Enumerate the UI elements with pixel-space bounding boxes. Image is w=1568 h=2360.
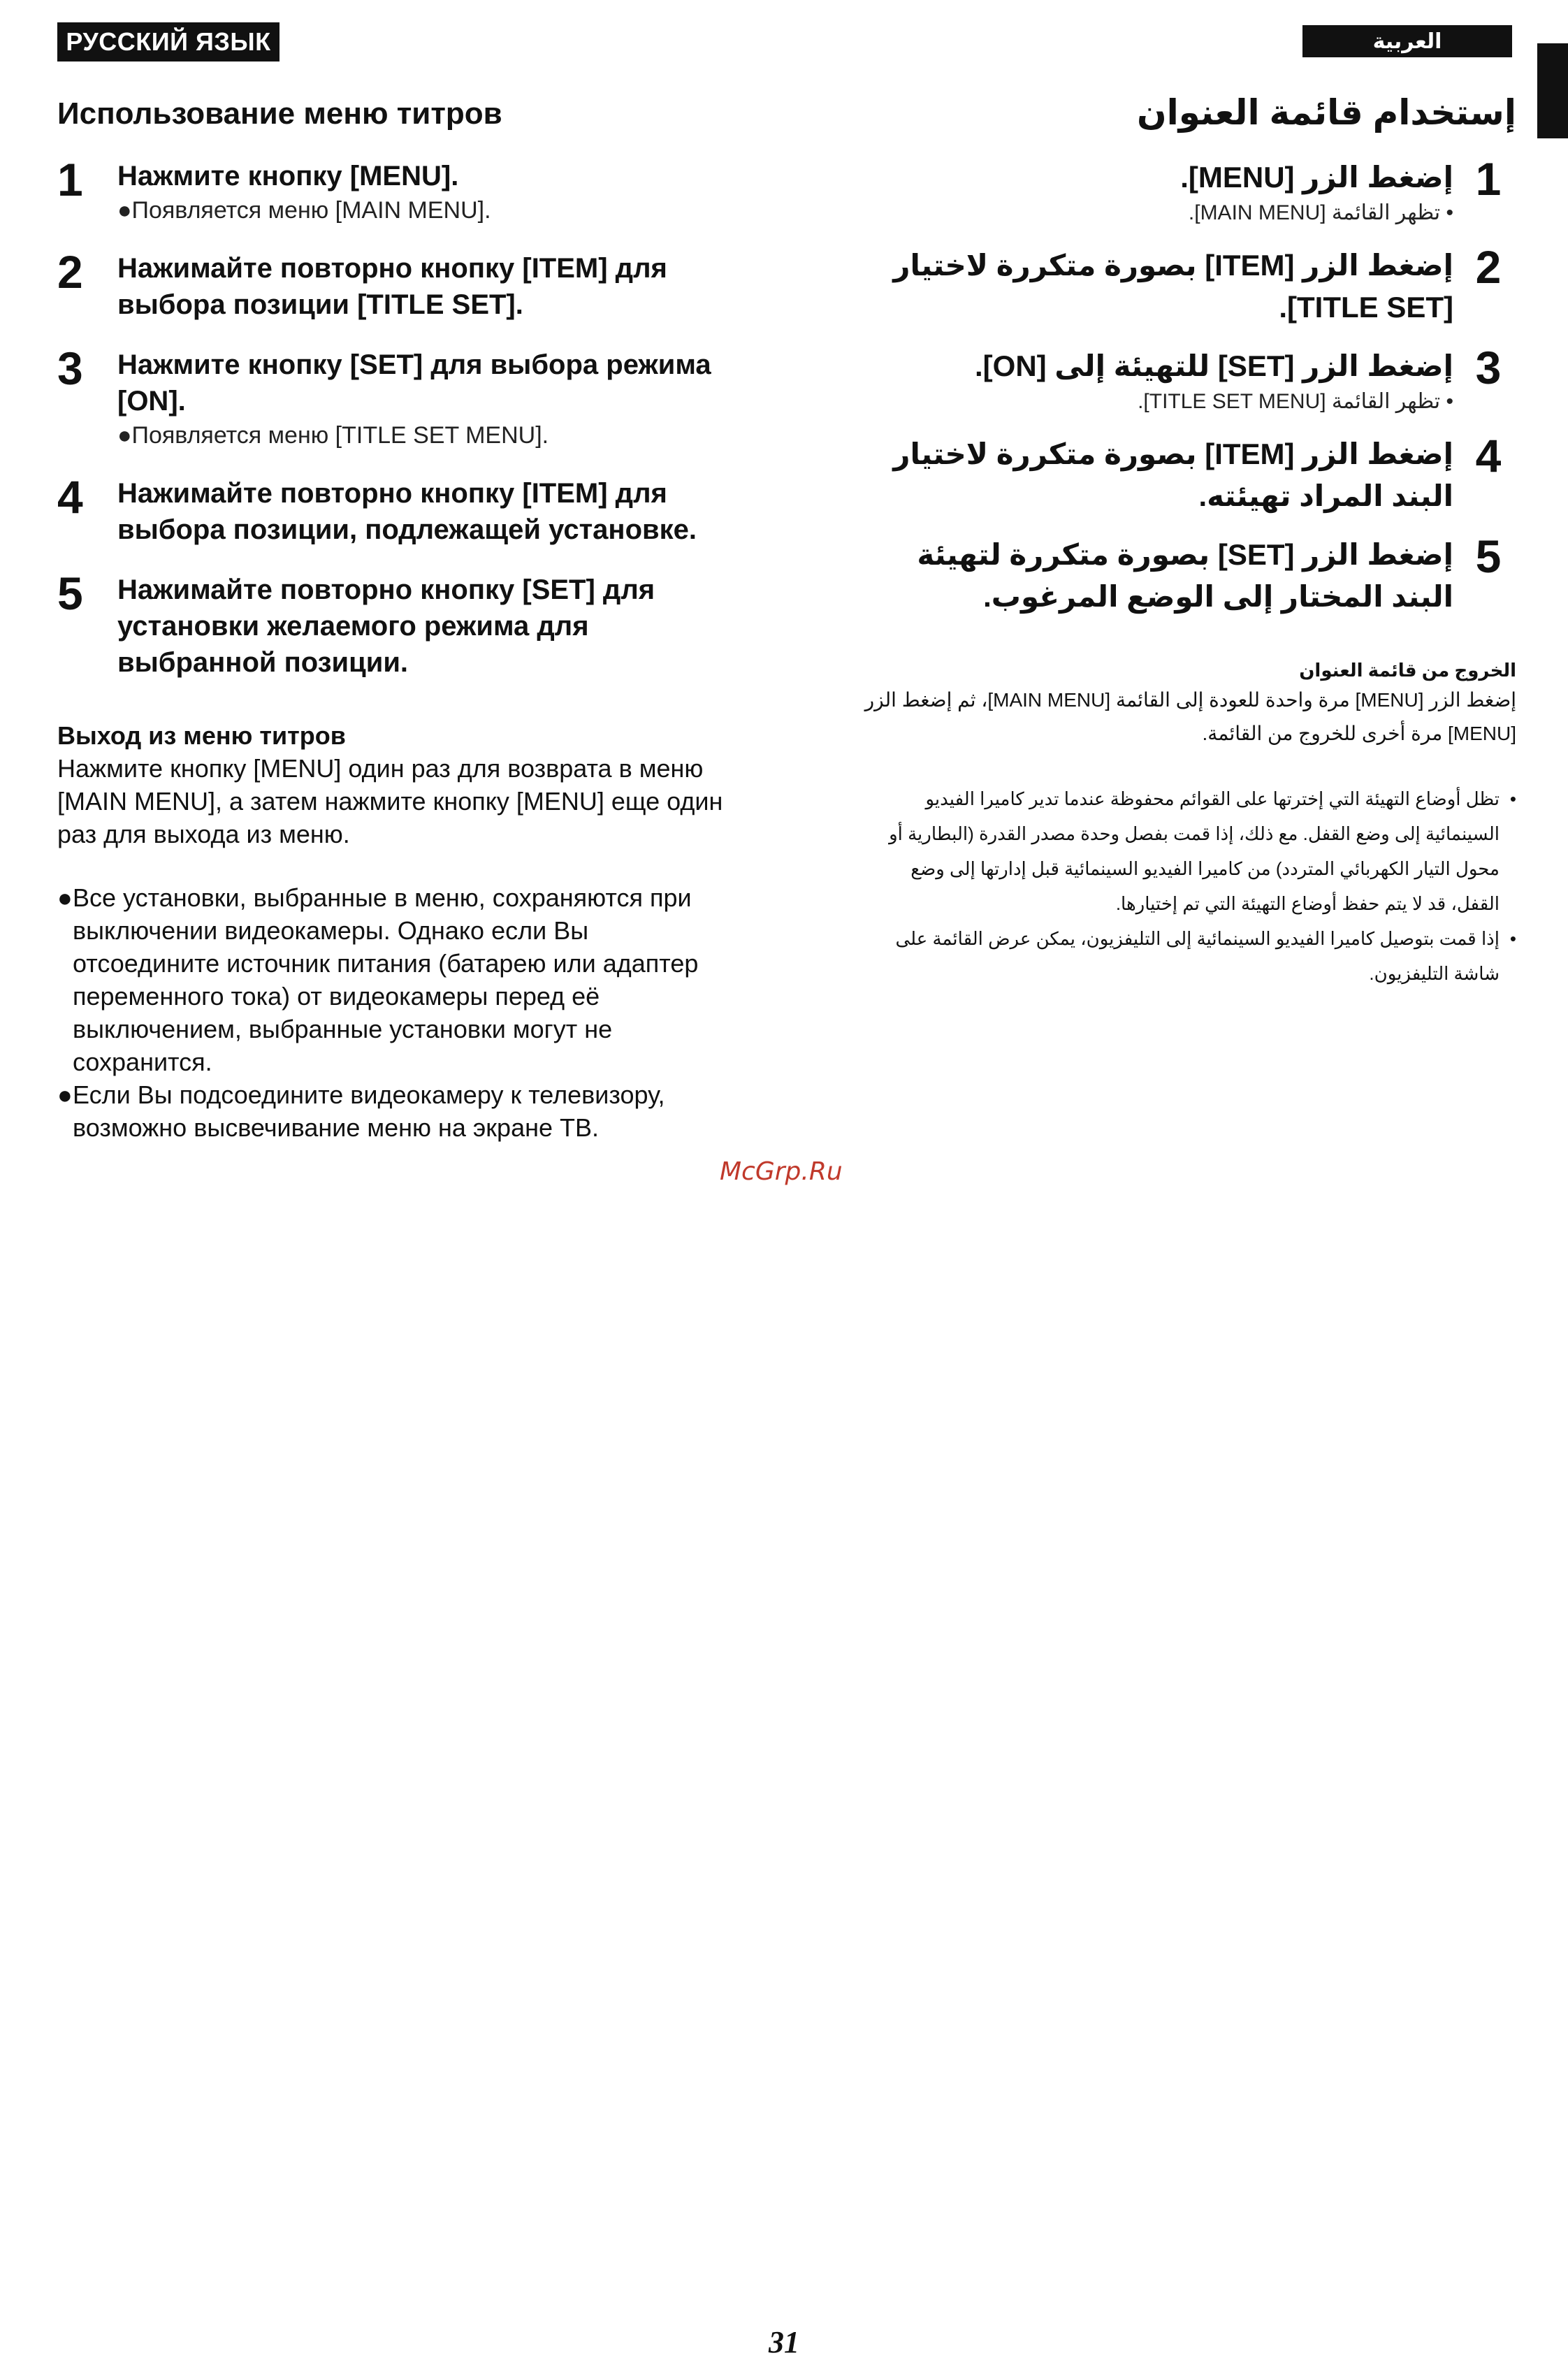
page-number: 31 — [769, 2325, 799, 2359]
bullet-icon: • — [1509, 928, 1516, 949]
ru-step-number: 4 — [57, 471, 83, 523]
list-item — [57, 1078, 742, 1144]
list-item — [859, 921, 1516, 991]
ar-step-number: 2 — [1475, 241, 1502, 293]
ru-note-text: Если Вы подсоедините видеокамеру к телевизору, возможно высвечивание меню на экране ТВ. — [73, 1080, 665, 1142]
page-edge-marker — [1537, 43, 1568, 138]
ar-step — [859, 430, 1516, 517]
ru-step-note: ●Появляется меню [MAIN MENU]. — [117, 197, 491, 224]
ru-step-text: Нажмите кнопку [MENU]. — [117, 161, 459, 191]
ar-step — [859, 530, 1516, 618]
ru-step-number: 3 — [57, 342, 83, 394]
bullet-icon: ● — [57, 883, 73, 912]
ar-step-text: إضغط الزر [SET] للتهيئة إلى [ON]. — [975, 349, 1453, 382]
ar-step — [859, 153, 1516, 228]
ar-step-number: 1 — [1475, 153, 1502, 205]
ru-step-text: Нажимайте повторно кнопку [SET] для установки желаемого режима для выбранной позиции. — [117, 574, 655, 678]
ru-step-note: ●Появляется меню [TITLE SET MENU]. — [117, 422, 549, 449]
ar-step-text: إضغط الزر [MENU]. — [1180, 161, 1453, 194]
ar-exit-section — [859, 657, 1516, 751]
ar-step-number: 5 — [1475, 530, 1502, 582]
ar-step — [859, 241, 1516, 328]
bullet-icon: ● — [57, 1080, 73, 1109]
ar-note-text: تظل أوضاع التهيئة التي إخترتها على القوائم محفوظة عندما تدير كاميرا الفيديو السينمائية إلى وضع القفل. مع ذلك، إذا قمت بفصل وحدة مصدر القدرة (البطارية أو محول التيار الكهربائي المتردد) من كاميرا الفيديو السينمائية قبل إدارتها إلى وضع القفل، قد لا يتم حفظ أوضاع التهيئة التي تم إختيارها. — [889, 788, 1500, 914]
ru-exit-heading: Выход из меню титров — [57, 721, 346, 750]
ru-step — [57, 154, 742, 226]
ar-exit-text: إضغط الزر [MENU] مرة واحدة للعودة إلى القائمة [MAIN MENU]، ثم إضغط الزر [MENU] مرة أخرى للخروج من القائمة. — [864, 689, 1516, 744]
ru-step-number: 2 — [57, 246, 83, 298]
ru-step — [57, 471, 742, 548]
ar-step — [859, 342, 1516, 417]
ru-exit-text: Нажмите кнопку [MENU] один раз для возврата в меню [MAIN MENU], а затем нажмите кнопку [MENU] еще один раз для выхода из меню. — [57, 754, 723, 848]
ar-note-text: إذا قمت بتوصيل كاميرا الفيديو السينمائية إلى التليفزيون، يمكن عرض القائمة على شاشة التليفزيون. — [895, 928, 1500, 984]
ru-step-text: Нажимайте повторно кнопку [ITEM] для выбора позиции, подлежащей установке. — [117, 478, 697, 545]
watermark: McGrp.Ru — [720, 1157, 843, 1186]
ar-step-text: إضغط الزر [ITEM] بصورة متكررة لاختيار [TITLE SET]. — [893, 249, 1453, 324]
ru-step-number: 5 — [57, 567, 83, 619]
list-item — [859, 781, 1516, 921]
list-item — [57, 881, 742, 1078]
ar-section-title: إستخدام قائمة العنوان — [1136, 93, 1516, 132]
language-tab-russian: РУССКИЙ ЯЗЫК — [57, 22, 280, 61]
language-tab-arabic: العربية — [1302, 25, 1512, 57]
ru-step-text: Нажимайте повторно кнопку [ITEM] для выбора позиции [TITLE SET]. — [117, 253, 667, 320]
ru-step — [57, 567, 742, 681]
ru-notes-list — [57, 881, 742, 1144]
ar-step-number: 3 — [1475, 342, 1502, 393]
bullet-icon: • — [1509, 788, 1516, 809]
ru-step-number: 1 — [57, 154, 83, 205]
ru-step-text: Нажмите кнопку [SET] для выбора режима [ON]. — [117, 349, 711, 417]
ar-step-text: إضغط الزر [SET] بصورة متكررة لتهيئة البند المختار إلى الوضع المرغوب. — [917, 538, 1453, 613]
ru-step — [57, 342, 742, 451]
ar-step-note: • تظهر القائمة [TITLE SET MENU]. — [1138, 390, 1453, 413]
ar-step-note: • تظهر القائمة [MAIN MENU]. — [1188, 201, 1453, 224]
ru-section-title: Использование меню титров — [57, 96, 502, 131]
ru-note-text: Все установки, выбранные в меню, сохраняются при выключении видеокамеры. Однако если Вы отсоедините источник питания (батарею или адаптер переменного тока) от видеокамеры перед её выключением, выбранные установки могут не сохранится. — [73, 883, 699, 1076]
ar-exit-heading: الخروج من قائمة العنوان — [1299, 660, 1516, 681]
ar-step-number: 4 — [1475, 430, 1502, 482]
ru-step — [57, 246, 742, 323]
russian-column — [57, 96, 742, 1144]
ar-notes-list — [859, 781, 1516, 991]
ar-step-text: إضغط الزر [ITEM] بصورة متكررة لاختيار البند المراد تهيئته. — [893, 437, 1453, 512]
arabic-column — [859, 92, 1516, 991]
